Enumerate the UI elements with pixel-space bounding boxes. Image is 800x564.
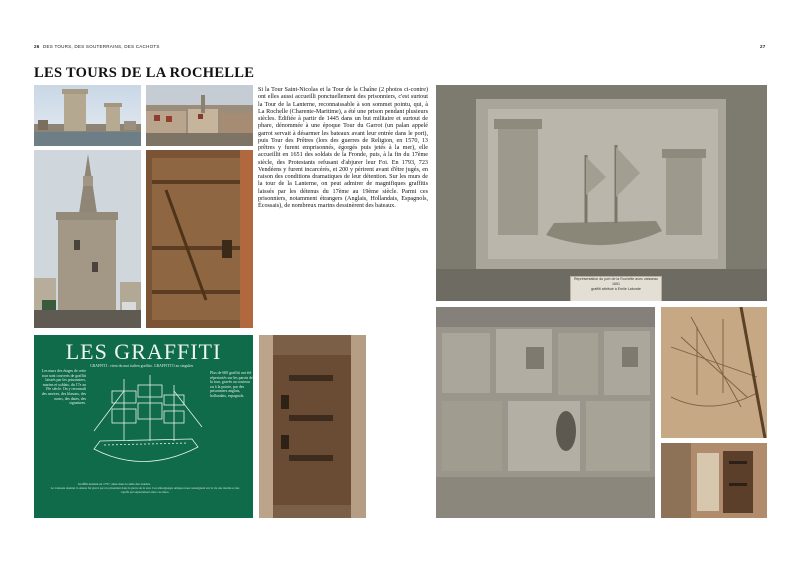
left-page-number: 26 bbox=[34, 44, 40, 49]
graffiti-panel-left-text: Les murs des étages de cette tour sont couverts de graffiti laissés par les prisonniers, marins et soldats, du 17e au 19e siècle. On y reconnaît des navires, des blasons, des noms, des dates, des signatures. bbox=[41, 369, 86, 406]
photo-iron-door bbox=[259, 335, 366, 518]
ship-drawing bbox=[84, 371, 208, 479]
photo-ship-graffiti bbox=[661, 307, 767, 438]
plaque-line-1: Représentation du port de la Rochelle avec vaisseau bbox=[573, 277, 659, 281]
graffiti-info-panel bbox=[34, 335, 253, 518]
article-title: LES TOURS DE LA ROCHELLE bbox=[34, 65, 255, 81]
photo-carved-stone-wall bbox=[436, 307, 655, 518]
graffiti-panel-title: LES GRAFFITI bbox=[65, 339, 222, 364]
photo-harbour-towers bbox=[34, 85, 141, 146]
plaque-line-2: 1651 bbox=[612, 282, 620, 286]
relief-plaque bbox=[570, 276, 662, 301]
photo-city-view bbox=[146, 85, 253, 146]
right-page-number: 27 bbox=[760, 44, 766, 49]
photo-corridor-door bbox=[661, 443, 767, 518]
graffiti-panel-subtitle: GRAFFITI : vient du mot italien graffito. GRAFFITTO au singulier bbox=[90, 364, 194, 368]
photo-wooden-door bbox=[146, 150, 253, 328]
photo-lanterne-tower bbox=[34, 150, 141, 328]
plaque-line-3: graffiti attribué à Emile Laborde bbox=[591, 287, 641, 291]
article-body bbox=[258, 87, 428, 210]
article-body-paragraph: Si la Tour Saint-Nicolas et la Tour de la Chaîne (2 photos ci-contre) ont elles aussi accueilli ponctuellement des prisonniers, c'est surtout la Tour de la Lanterne, reconnaissable à son sommet pointu, qui, à La Rochelle (Charente-Maritime), a été une prison pendant plusieurs siècles. Édifiée à partir de 1445 dans un but militaire et surtout de phare, dénommée à une époque Tour du Garrot (un palan appelé garrot servait à désarmer les bateaux avant leur entrée dans le port), puis Tour des Prêtres (lors des guerres de Religion, en 1570, 13 prêtres y furent emprisonnés, égorgés puis jetés à la mer), elle accueillit en 1651 des soldats de la Fronde, puis, à la fin du 17ème siècle, des Protestants refusant d'abjurer leur Foi. En 1793, 723 Vendéens y furent incarcérés, et 200 y périrent avant d'être jugés, en raison des conditions dramatiques de leur détention. Sur les murs de la tour de la Lanterne, on peut admirer de magnifiques graffitis laissés par les détenus du 17ème au 19ème siècle. Parmi ces prisonniers, notamment étrangers (Anglais, Hollandais, Espagnols, Écossais), de nombreux marins dessinèrent des bateaux. bbox=[258, 87, 428, 209]
graffiti-panel-footnote: Le vaisseau dessiné ci-dessus fut gravé par un prisonnier dans la pierre de la tour. Ces témoignages uniques nous renseignent sur la vie des marins et des captifs qui séjournèrent entre ces murs. bbox=[50, 486, 240, 494]
graffiti-panel-caption: Graffiti dessiné en 1757, situé dans la salle des Gardes. bbox=[78, 482, 151, 486]
left-running-title: DES TOURS, DES SOUTERRAINS, DES CACHOTS bbox=[43, 44, 160, 49]
photo-stone-relief bbox=[436, 85, 767, 301]
graffiti-panel-right-text: Plus de 600 graffiti ont été répertoriés sur les parois de la tour, gravés au couteau ou à la pointe, par des prisonniers anglais, hollandais, espagnols. bbox=[210, 371, 253, 398]
